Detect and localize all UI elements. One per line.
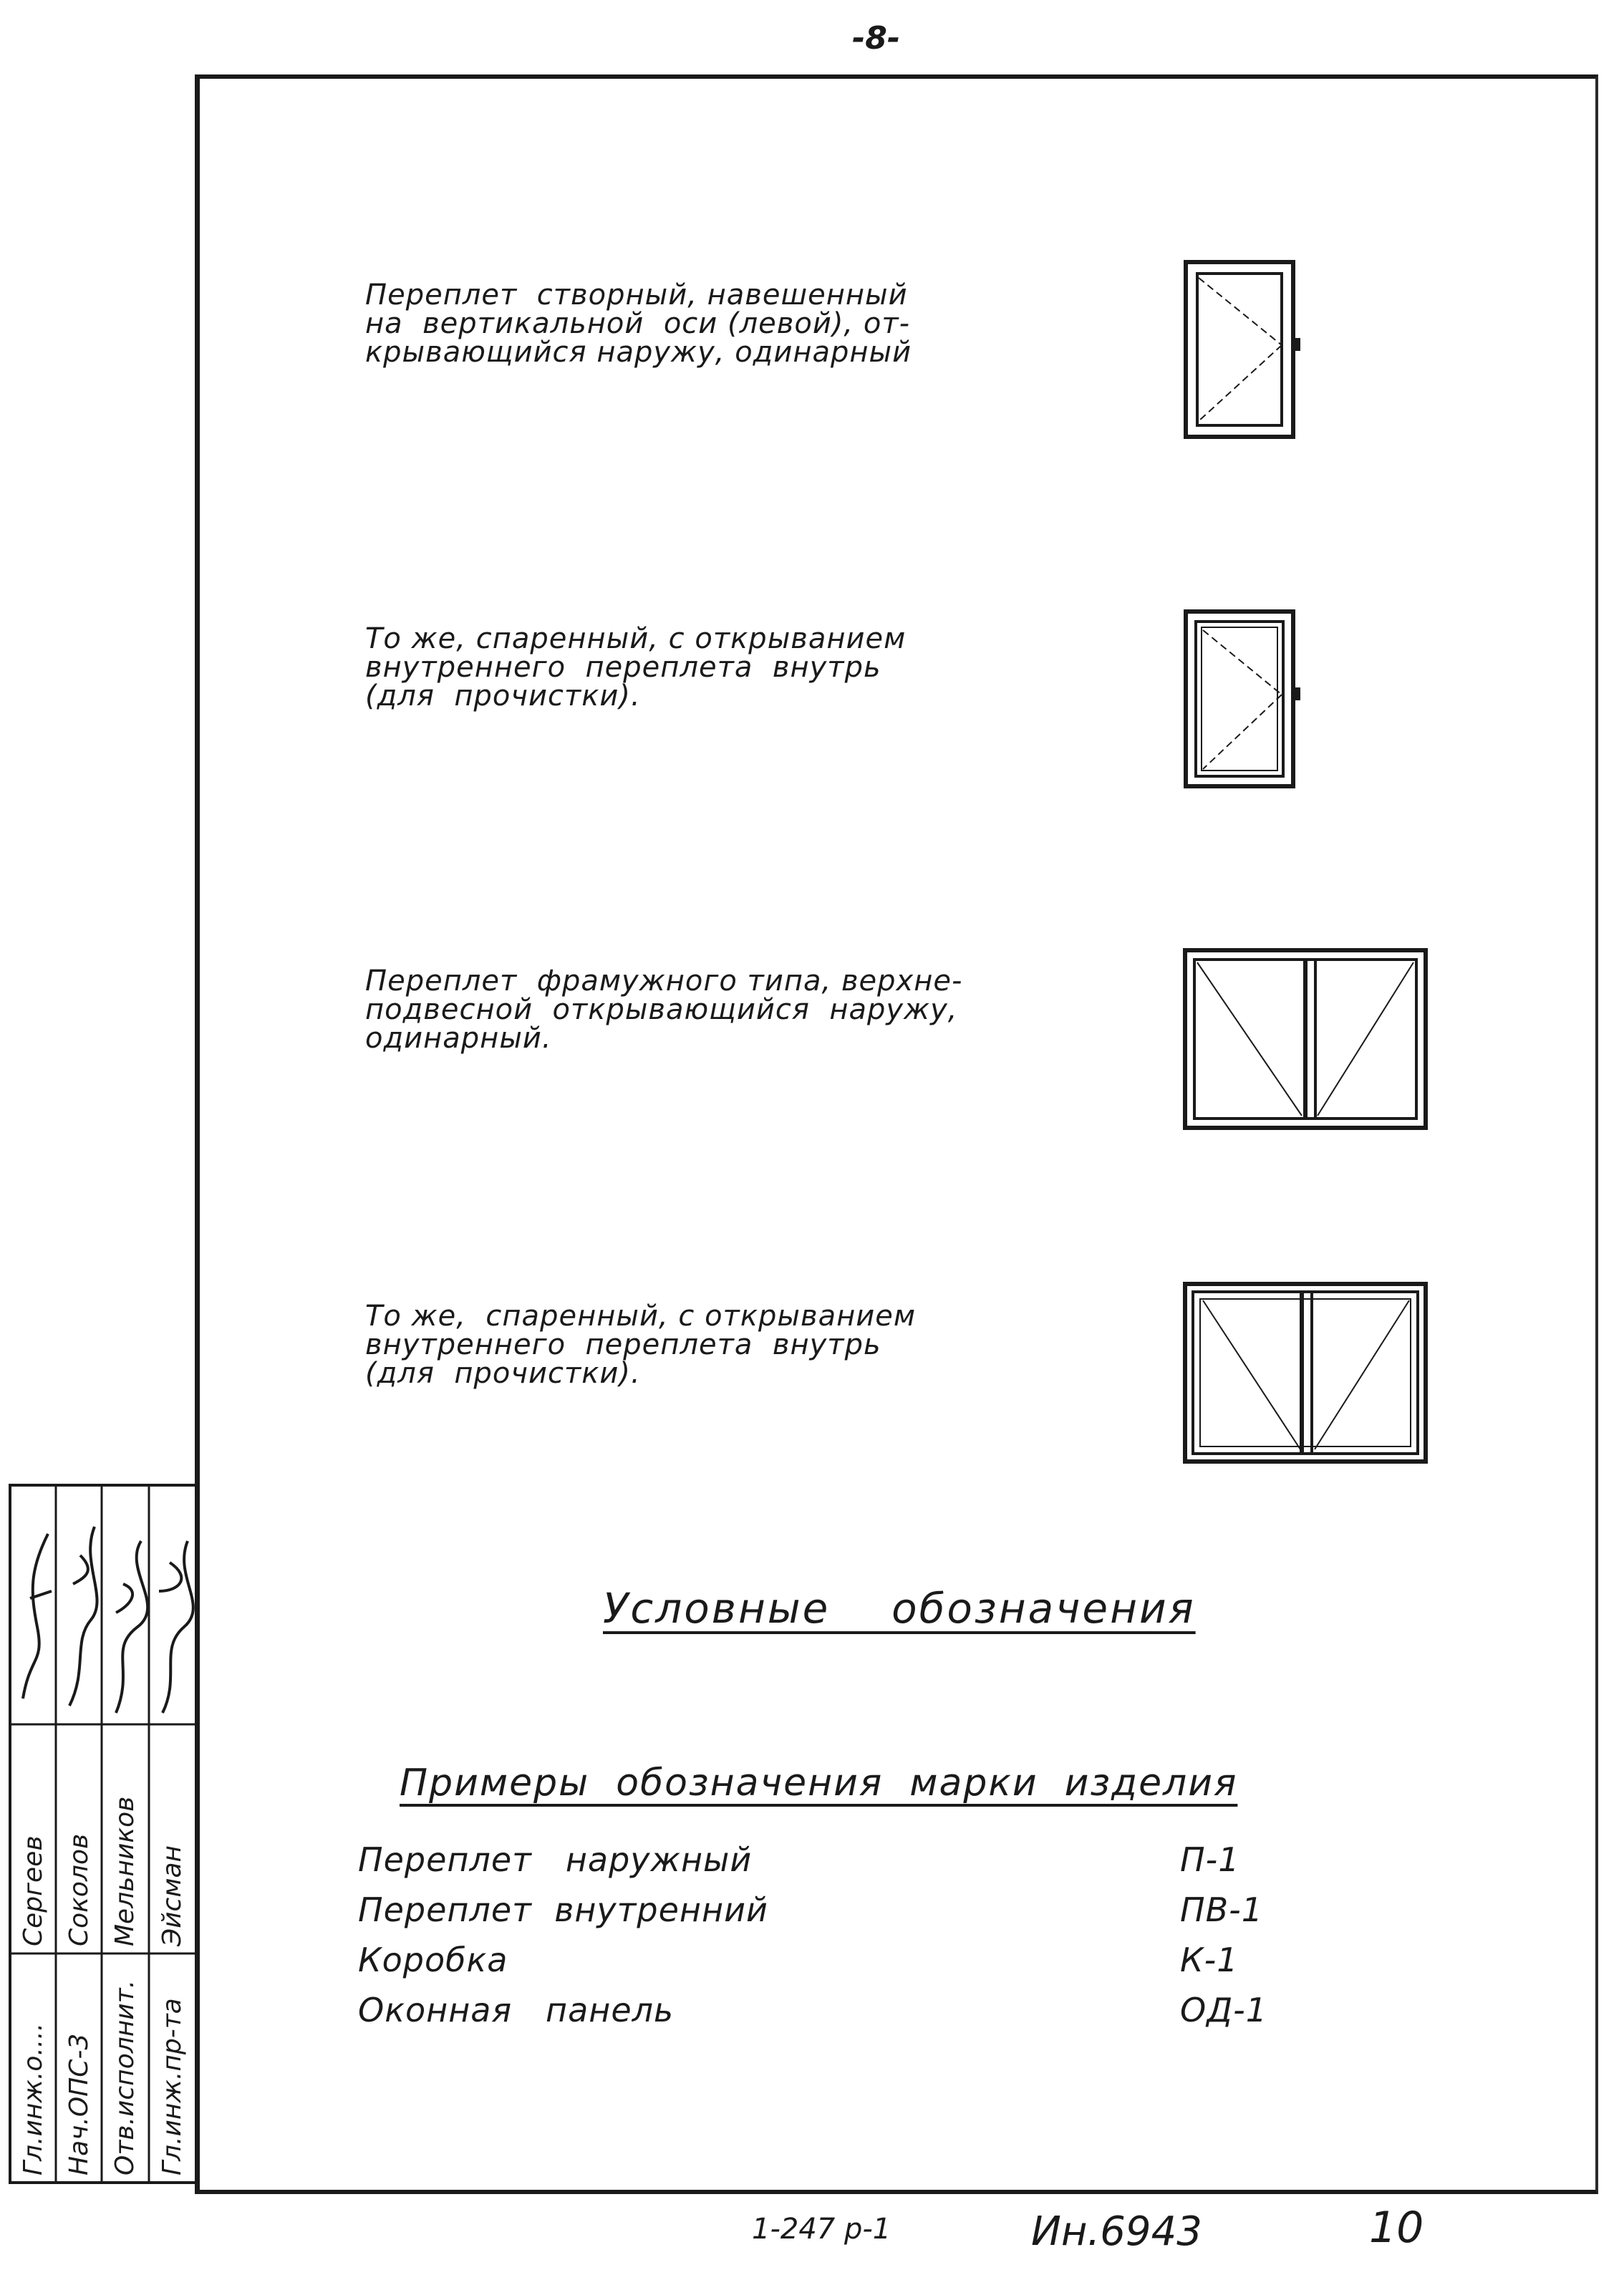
legend-item-1-label: Переплет наружный: [358, 1840, 753, 1879]
footer-inventory-number: Ин.6943: [1031, 2208, 1202, 2255]
entry-1-text: Переплет створный, навешенный на вертикальной оси (левой), от- крывающийся наружу, одинарный: [365, 279, 912, 369]
legend-item-4-label: Оконная панель: [358, 1991, 675, 2029]
legend-item-4-code: ОД-1: [1180, 1991, 1268, 2029]
legend-subtitle: Примеры обозначения марки изделия: [400, 1762, 1238, 1805]
legend-item-3-code: К-1: [1180, 1941, 1239, 1979]
transom-window-double-icon: [1181, 1280, 1431, 1467]
stamp-position-1: Гл.инж.о....: [19, 2022, 48, 2175]
stamp-name-3: Мельников: [110, 1796, 140, 1946]
stamp-position-4: Гл.инж.пр-та: [158, 1998, 187, 2175]
stamp-name-1: Сергеев: [19, 1835, 48, 1946]
legend-item-2-code: ПВ-1: [1180, 1890, 1264, 1929]
stamp-signatures: [9, 1484, 200, 1724]
footer-sheet-number: 10: [1369, 2203, 1424, 2253]
page-number: -8-: [852, 20, 901, 57]
entry-4-text: То же, спаренный, с открыванием внутреннего переплета внутрь (для прочистки).: [365, 1300, 917, 1390]
stamp-name-4: Эйсман: [158, 1845, 187, 1946]
casement-window-double-icon: [1181, 607, 1307, 792]
title-block-stamp: [9, 1484, 200, 2184]
entry-2-text: То же, спаренный, с открыванием внутреннего переплета внутрь (для прочистки).: [365, 622, 907, 713]
stamp-position-2: Нач.ОПС-3: [64, 2033, 94, 2175]
casement-window-single-icon: [1181, 258, 1307, 443]
legend-item-1-code: П-1: [1180, 1840, 1240, 1879]
legend-title: Условные обозначения: [603, 1584, 1196, 1633]
stamp-position-3: Отв.исполнит.: [110, 1979, 140, 2175]
legend-item-2-label: Переплет внутренний: [358, 1890, 768, 1929]
footer-project-code: 1-247 р-1: [752, 2213, 891, 2246]
transom-window-single-icon: [1181, 947, 1431, 1133]
entry-3-text: Переплет фрамужного типа, верхне- подвесной открывающийся наружу, одинарный.: [365, 965, 963, 1055]
stamp-name-2: Соколов: [64, 1833, 94, 1946]
legend-item-3-label: Коробка: [358, 1941, 508, 1979]
